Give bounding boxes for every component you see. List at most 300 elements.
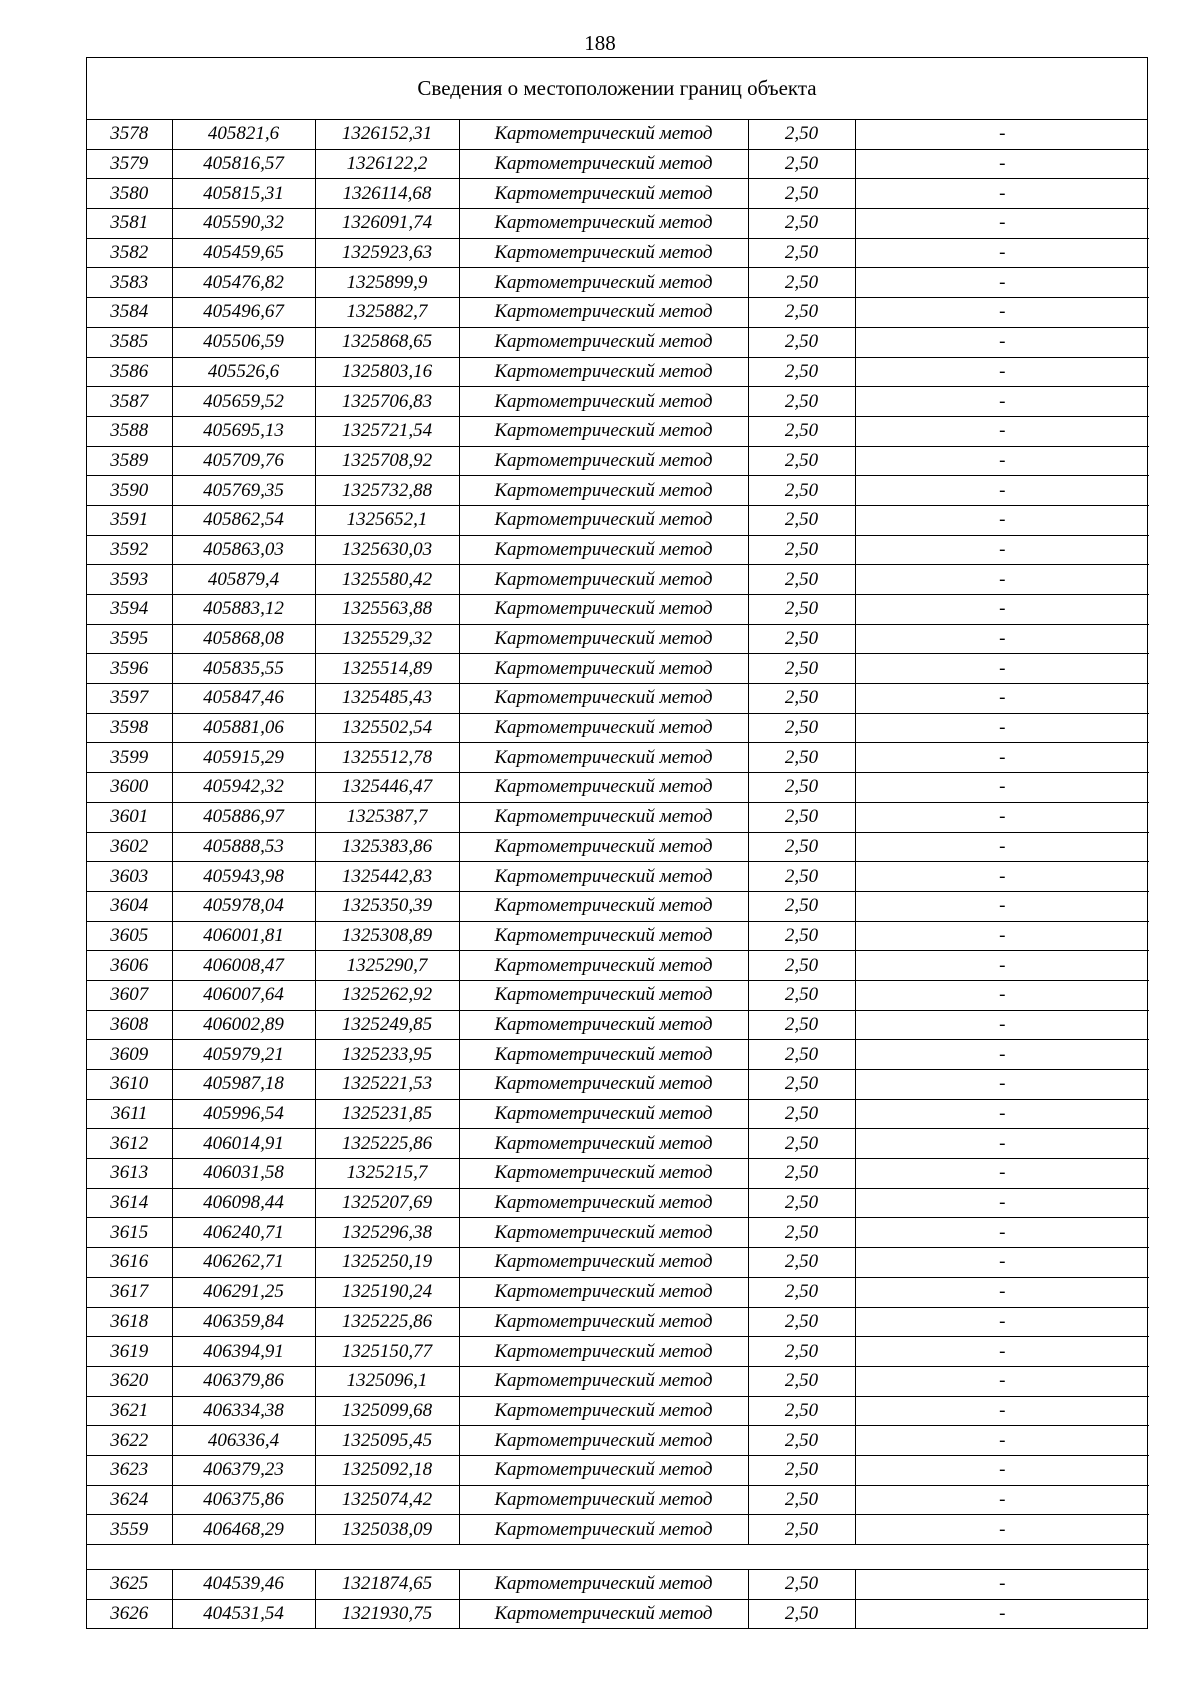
table-row <box>87 1010 1149 1040</box>
description-cell: - <box>855 446 1149 476</box>
method-cell: Картометрический метод <box>459 1570 748 1600</box>
x-coordinate-cell: 405526,6 <box>172 357 315 387</box>
x-coordinate-cell: 406240,71 <box>172 1218 315 1248</box>
description-cell: - <box>855 209 1149 239</box>
accuracy-cell: 2,50 <box>748 416 855 446</box>
table-row <box>87 773 1149 803</box>
description-cell: - <box>855 268 1149 298</box>
accuracy-cell: 2,50 <box>748 505 855 535</box>
description-cell: - <box>855 505 1149 535</box>
method-cell: Картометрический метод <box>459 1188 748 1218</box>
description-cell: - <box>855 1129 1149 1159</box>
x-coordinate-cell: 406031,58 <box>172 1159 315 1189</box>
accuracy-cell: 2,50 <box>748 684 855 714</box>
point-number-cell: 3604 <box>87 891 172 921</box>
x-coordinate-cell: 406262,71 <box>172 1248 315 1278</box>
x-coordinate-cell: 405659,52 <box>172 387 315 417</box>
x-coordinate-cell: 405821,6 <box>172 120 315 149</box>
table-row <box>87 802 1149 832</box>
x-coordinate-cell: 405476,82 <box>172 268 315 298</box>
x-coordinate-cell: 405915,29 <box>172 743 315 773</box>
y-coordinate-cell: 1325150,77 <box>315 1337 459 1367</box>
accuracy-cell: 2,50 <box>748 1248 855 1278</box>
method-cell: Картометрический метод <box>459 357 748 387</box>
description-cell: - <box>855 1040 1149 1070</box>
x-coordinate-cell: 405868,08 <box>172 624 315 654</box>
method-cell: Картометрический метод <box>459 1366 748 1396</box>
table-row <box>87 743 1149 773</box>
point-number-cell: 3583 <box>87 268 172 298</box>
y-coordinate-cell: 1326114,68 <box>315 179 459 209</box>
table-row <box>87 1396 1149 1426</box>
y-coordinate-cell: 1325563,88 <box>315 595 459 625</box>
x-coordinate-cell: 406334,38 <box>172 1396 315 1426</box>
separator-cell <box>87 1545 1149 1570</box>
point-number-cell: 3593 <box>87 565 172 595</box>
description-cell: - <box>855 1337 1149 1367</box>
point-number-cell: 3610 <box>87 1070 172 1100</box>
y-coordinate-cell: 1325868,65 <box>315 327 459 357</box>
method-cell: Картометрический метод <box>459 1040 748 1070</box>
table-row <box>87 1515 1149 1545</box>
description-cell: - <box>855 624 1149 654</box>
description-cell: - <box>855 802 1149 832</box>
table-row <box>87 713 1149 743</box>
method-cell: Картометрический метод <box>459 802 748 832</box>
table-row <box>87 535 1149 565</box>
accuracy-cell: 2,50 <box>748 1366 855 1396</box>
y-coordinate-cell: 1325096,1 <box>315 1366 459 1396</box>
table-title: Сведения о местоположении границ объекта <box>87 58 1147 120</box>
method-cell: Картометрический метод <box>459 684 748 714</box>
point-number-cell: 3559 <box>87 1515 172 1545</box>
table-row <box>87 980 1149 1010</box>
description-cell: - <box>855 1485 1149 1515</box>
description-cell: - <box>855 713 1149 743</box>
y-coordinate-cell: 1325190,24 <box>315 1277 459 1307</box>
description-cell: - <box>855 1307 1149 1337</box>
y-coordinate-cell: 1325262,92 <box>315 980 459 1010</box>
table-row <box>87 1248 1149 1278</box>
method-cell: Картометрический метод <box>459 387 748 417</box>
description-cell: - <box>855 1188 1149 1218</box>
accuracy-cell: 2,50 <box>748 1099 855 1129</box>
accuracy-cell: 2,50 <box>748 565 855 595</box>
accuracy-cell: 2,50 <box>748 446 855 476</box>
accuracy-cell: 2,50 <box>748 1426 855 1456</box>
x-coordinate-cell: 405590,32 <box>172 209 315 239</box>
description-cell: - <box>855 980 1149 1010</box>
coordinates-table-body <box>87 120 1149 1628</box>
method-cell: Картометрический метод <box>459 1485 748 1515</box>
x-coordinate-cell: 405943,98 <box>172 862 315 892</box>
method-cell: Картометрический метод <box>459 1396 748 1426</box>
y-coordinate-cell: 1325095,45 <box>315 1426 459 1456</box>
y-coordinate-cell: 1325350,39 <box>315 891 459 921</box>
description-cell: - <box>855 238 1149 268</box>
table-row <box>87 862 1149 892</box>
method-cell: Картометрический метод <box>459 921 748 951</box>
description-cell: - <box>855 1455 1149 1485</box>
page-number: 188 <box>584 31 616 55</box>
method-cell: Картометрический метод <box>459 565 748 595</box>
description-cell: - <box>855 1515 1149 1545</box>
point-number-cell: 3589 <box>87 446 172 476</box>
x-coordinate-cell: 405709,76 <box>172 446 315 476</box>
method-cell: Картометрический метод <box>459 416 748 446</box>
accuracy-cell: 2,50 <box>748 802 855 832</box>
method-cell: Картометрический метод <box>459 120 748 149</box>
description-cell: - <box>855 1570 1149 1600</box>
accuracy-cell: 2,50 <box>748 1515 855 1545</box>
accuracy-cell: 2,50 <box>748 209 855 239</box>
x-coordinate-cell: 405942,32 <box>172 773 315 803</box>
accuracy-cell: 2,50 <box>748 980 855 1010</box>
description-cell: - <box>855 921 1149 951</box>
x-coordinate-cell: 406379,86 <box>172 1366 315 1396</box>
method-cell: Картометрический метод <box>459 1515 748 1545</box>
point-number-cell: 3595 <box>87 624 172 654</box>
method-cell: Картометрический метод <box>459 238 748 268</box>
description-cell: - <box>855 1277 1149 1307</box>
table-row <box>87 1426 1149 1456</box>
method-cell: Картометрический метод <box>459 1159 748 1189</box>
description-cell: - <box>855 1426 1149 1456</box>
x-coordinate-cell: 405987,18 <box>172 1070 315 1100</box>
point-number-cell: 3616 <box>87 1248 172 1278</box>
point-number-cell: 3596 <box>87 654 172 684</box>
description-cell: - <box>855 654 1149 684</box>
x-coordinate-cell: 405769,35 <box>172 476 315 506</box>
accuracy-cell: 2,50 <box>748 832 855 862</box>
point-number-cell: 3590 <box>87 476 172 506</box>
description-cell: - <box>855 1366 1149 1396</box>
x-coordinate-cell: 406014,91 <box>172 1129 315 1159</box>
point-number-cell: 3601 <box>87 802 172 832</box>
accuracy-cell: 2,50 <box>748 951 855 981</box>
table-row <box>87 921 1149 951</box>
accuracy-cell: 2,50 <box>748 891 855 921</box>
accuracy-cell: 2,50 <box>748 149 855 179</box>
y-coordinate-cell: 1325225,86 <box>315 1307 459 1337</box>
x-coordinate-cell: 405862,54 <box>172 505 315 535</box>
description-cell: - <box>855 832 1149 862</box>
x-coordinate-cell: 405496,67 <box>172 298 315 328</box>
method-cell: Картометрический метод <box>459 713 748 743</box>
method-cell: Картометрический метод <box>459 476 748 506</box>
description-cell: - <box>855 1599 1149 1628</box>
method-cell: Картометрический метод <box>459 743 748 773</box>
y-coordinate-cell: 1325512,78 <box>315 743 459 773</box>
y-coordinate-cell: 1326122,2 <box>315 149 459 179</box>
point-number-cell: 3584 <box>87 298 172 328</box>
accuracy-cell: 2,50 <box>748 921 855 951</box>
table-row <box>87 179 1149 209</box>
point-number-cell: 3626 <box>87 1599 172 1628</box>
y-coordinate-cell: 1325630,03 <box>315 535 459 565</box>
y-coordinate-cell: 1325296,38 <box>315 1218 459 1248</box>
x-coordinate-cell: 405979,21 <box>172 1040 315 1070</box>
table-row <box>87 209 1149 239</box>
accuracy-cell: 2,50 <box>748 595 855 625</box>
method-cell: Картометрический метод <box>459 832 748 862</box>
table-row <box>87 1099 1149 1129</box>
method-cell: Картометрический метод <box>459 179 748 209</box>
method-cell: Картометрический метод <box>459 891 748 921</box>
y-coordinate-cell: 1325732,88 <box>315 476 459 506</box>
table-row <box>87 1218 1149 1248</box>
x-coordinate-cell: 405879,4 <box>172 565 315 595</box>
point-number-cell: 3618 <box>87 1307 172 1337</box>
point-number-cell: 3585 <box>87 327 172 357</box>
table-row <box>87 951 1149 981</box>
x-coordinate-cell: 405863,03 <box>172 535 315 565</box>
description-cell: - <box>855 298 1149 328</box>
method-cell: Картометрический метод <box>459 149 748 179</box>
table-row <box>87 416 1149 446</box>
point-number-cell: 3600 <box>87 773 172 803</box>
y-coordinate-cell: 1325502,54 <box>315 713 459 743</box>
y-coordinate-cell: 1325231,85 <box>315 1099 459 1129</box>
x-coordinate-cell: 406001,81 <box>172 921 315 951</box>
accuracy-cell: 2,50 <box>748 654 855 684</box>
accuracy-cell: 2,50 <box>748 1570 855 1600</box>
accuracy-cell: 2,50 <box>748 1070 855 1100</box>
y-coordinate-cell: 1325580,42 <box>315 565 459 595</box>
description-cell: - <box>855 1396 1149 1426</box>
method-cell: Картометрический метод <box>459 1277 748 1307</box>
accuracy-cell: 2,50 <box>748 1159 855 1189</box>
y-coordinate-cell: 1325708,92 <box>315 446 459 476</box>
y-coordinate-cell: 1325442,83 <box>315 862 459 892</box>
accuracy-cell: 2,50 <box>748 387 855 417</box>
description-cell: - <box>855 120 1149 149</box>
point-number-cell: 3624 <box>87 1485 172 1515</box>
x-coordinate-cell: 406002,89 <box>172 1010 315 1040</box>
accuracy-cell: 2,50 <box>748 298 855 328</box>
y-coordinate-cell: 1325803,16 <box>315 357 459 387</box>
method-cell: Картометрический метод <box>459 1010 748 1040</box>
point-number-cell: 3578 <box>87 120 172 149</box>
method-cell: Картометрический метод <box>459 268 748 298</box>
point-number-cell: 3599 <box>87 743 172 773</box>
accuracy-cell: 2,50 <box>748 1599 855 1628</box>
point-number-cell: 3617 <box>87 1277 172 1307</box>
description-cell: - <box>855 1218 1149 1248</box>
y-coordinate-cell: 1325899,9 <box>315 268 459 298</box>
table-row <box>87 268 1149 298</box>
description-cell: - <box>855 476 1149 506</box>
y-coordinate-cell: 1321874,65 <box>315 1570 459 1600</box>
table-row <box>87 357 1149 387</box>
description-cell: - <box>855 416 1149 446</box>
method-cell: Картометрический метод <box>459 1455 748 1485</box>
point-number-cell: 3603 <box>87 862 172 892</box>
accuracy-cell: 2,50 <box>748 1129 855 1159</box>
y-coordinate-cell: 1325446,47 <box>315 773 459 803</box>
method-cell: Картометрический метод <box>459 980 748 1010</box>
description-cell: - <box>855 149 1149 179</box>
point-number-cell: 3592 <box>87 535 172 565</box>
table-row <box>87 891 1149 921</box>
accuracy-cell: 2,50 <box>748 535 855 565</box>
table-row <box>87 684 1149 714</box>
description-cell: - <box>855 327 1149 357</box>
table-row <box>87 476 1149 506</box>
point-number-cell: 3579 <box>87 149 172 179</box>
y-coordinate-cell: 1326152,31 <box>315 120 459 149</box>
point-number-cell: 3609 <box>87 1040 172 1070</box>
point-number-cell: 3619 <box>87 1337 172 1367</box>
table-row <box>87 120 1149 149</box>
x-coordinate-cell: 406394,91 <box>172 1337 315 1367</box>
method-cell: Картометрический метод <box>459 446 748 476</box>
x-coordinate-cell: 405888,53 <box>172 832 315 862</box>
description-cell: - <box>855 891 1149 921</box>
description-cell: - <box>855 743 1149 773</box>
y-coordinate-cell: 1325099,68 <box>315 1396 459 1426</box>
accuracy-cell: 2,50 <box>748 357 855 387</box>
point-number-cell: 3597 <box>87 684 172 714</box>
table-row <box>87 1485 1149 1515</box>
point-number-cell: 3615 <box>87 1218 172 1248</box>
method-cell: Картометрический метод <box>459 535 748 565</box>
y-coordinate-cell: 1325207,69 <box>315 1188 459 1218</box>
description-cell: - <box>855 595 1149 625</box>
description-cell: - <box>855 1070 1149 1100</box>
table-row <box>87 149 1149 179</box>
table-row <box>87 1129 1149 1159</box>
method-cell: Картометрический метод <box>459 862 748 892</box>
coordinates-table <box>87 120 1149 1628</box>
y-coordinate-cell: 1326091,74 <box>315 209 459 239</box>
method-cell: Картометрический метод <box>459 327 748 357</box>
table-row <box>87 1159 1149 1189</box>
x-coordinate-cell: 405883,12 <box>172 595 315 625</box>
description-cell: - <box>855 684 1149 714</box>
y-coordinate-cell: 1325074,42 <box>315 1485 459 1515</box>
x-coordinate-cell: 405695,13 <box>172 416 315 446</box>
method-cell: Картометрический метод <box>459 773 748 803</box>
y-coordinate-cell: 1325308,89 <box>315 921 459 951</box>
y-coordinate-cell: 1325215,7 <box>315 1159 459 1189</box>
accuracy-cell: 2,50 <box>748 743 855 773</box>
description-cell: - <box>855 862 1149 892</box>
x-coordinate-cell: 405459,65 <box>172 238 315 268</box>
point-number-cell: 3594 <box>87 595 172 625</box>
point-number-cell: 3586 <box>87 357 172 387</box>
x-coordinate-cell: 406008,47 <box>172 951 315 981</box>
method-cell: Картометрический метод <box>459 1599 748 1628</box>
description-cell: - <box>855 1099 1149 1129</box>
y-coordinate-cell: 1325250,19 <box>315 1248 459 1278</box>
x-coordinate-cell: 405881,06 <box>172 713 315 743</box>
accuracy-cell: 2,50 <box>748 120 855 149</box>
y-coordinate-cell: 1325652,1 <box>315 505 459 535</box>
table-row <box>87 327 1149 357</box>
description-cell: - <box>855 387 1149 417</box>
method-cell: Картометрический метод <box>459 1307 748 1337</box>
section-separator-row <box>87 1545 1149 1570</box>
table-row <box>87 1188 1149 1218</box>
y-coordinate-cell: 1325514,89 <box>315 654 459 684</box>
x-coordinate-cell: 406359,84 <box>172 1307 315 1337</box>
table-row <box>87 1307 1149 1337</box>
point-number-cell: 3621 <box>87 1396 172 1426</box>
x-coordinate-cell: 406468,29 <box>172 1515 315 1545</box>
method-cell: Картометрический метод <box>459 1070 748 1100</box>
point-number-cell: 3622 <box>87 1426 172 1456</box>
accuracy-cell: 2,50 <box>748 1337 855 1367</box>
description-cell: - <box>855 357 1149 387</box>
y-coordinate-cell: 1325383,86 <box>315 832 459 862</box>
x-coordinate-cell: 405996,54 <box>172 1099 315 1129</box>
table-row <box>87 1337 1149 1367</box>
method-cell: Картометрический метод <box>459 595 748 625</box>
point-number-cell: 3580 <box>87 179 172 209</box>
y-coordinate-cell: 1321930,75 <box>315 1599 459 1628</box>
method-cell: Картометрический метод <box>459 1099 748 1129</box>
point-number-cell: 3588 <box>87 416 172 446</box>
accuracy-cell: 2,50 <box>748 1277 855 1307</box>
x-coordinate-cell: 405815,31 <box>172 179 315 209</box>
point-number-cell: 3587 <box>87 387 172 417</box>
y-coordinate-cell: 1325721,54 <box>315 416 459 446</box>
description-cell: - <box>855 565 1149 595</box>
point-number-cell: 3613 <box>87 1159 172 1189</box>
point-number-cell: 3608 <box>87 1010 172 1040</box>
table-row <box>87 446 1149 476</box>
coordinates-table-frame <box>86 57 1148 1629</box>
accuracy-cell: 2,50 <box>748 1485 855 1515</box>
method-cell: Картометрический метод <box>459 1337 748 1367</box>
x-coordinate-cell: 406291,25 <box>172 1277 315 1307</box>
y-coordinate-cell: 1325221,53 <box>315 1070 459 1100</box>
table-row <box>87 654 1149 684</box>
point-number-cell: 3602 <box>87 832 172 862</box>
x-coordinate-cell: 405835,55 <box>172 654 315 684</box>
table-row <box>87 624 1149 654</box>
accuracy-cell: 2,50 <box>748 268 855 298</box>
method-cell: Картометрический метод <box>459 505 748 535</box>
accuracy-cell: 2,50 <box>748 1455 855 1485</box>
y-coordinate-cell: 1325882,7 <box>315 298 459 328</box>
accuracy-cell: 2,50 <box>748 773 855 803</box>
description-cell: - <box>855 1159 1149 1189</box>
method-cell: Картометрический метод <box>459 1426 748 1456</box>
description-cell: - <box>855 1010 1149 1040</box>
point-number-cell: 3591 <box>87 505 172 535</box>
method-cell: Картометрический метод <box>459 1129 748 1159</box>
table-row <box>87 1070 1149 1100</box>
table-row <box>87 595 1149 625</box>
table-row <box>87 1570 1149 1600</box>
table-row <box>87 1040 1149 1070</box>
x-coordinate-cell: 404539,46 <box>172 1570 315 1600</box>
x-coordinate-cell: 406375,86 <box>172 1485 315 1515</box>
x-coordinate-cell: 405816,57 <box>172 149 315 179</box>
x-coordinate-cell: 405506,59 <box>172 327 315 357</box>
accuracy-cell: 2,50 <box>748 327 855 357</box>
point-number-cell: 3598 <box>87 713 172 743</box>
method-cell: Картометрический метод <box>459 624 748 654</box>
description-cell: - <box>855 951 1149 981</box>
accuracy-cell: 2,50 <box>748 862 855 892</box>
method-cell: Картометрический метод <box>459 951 748 981</box>
accuracy-cell: 2,50 <box>748 1010 855 1040</box>
point-number-cell: 3582 <box>87 238 172 268</box>
y-coordinate-cell: 1325706,83 <box>315 387 459 417</box>
